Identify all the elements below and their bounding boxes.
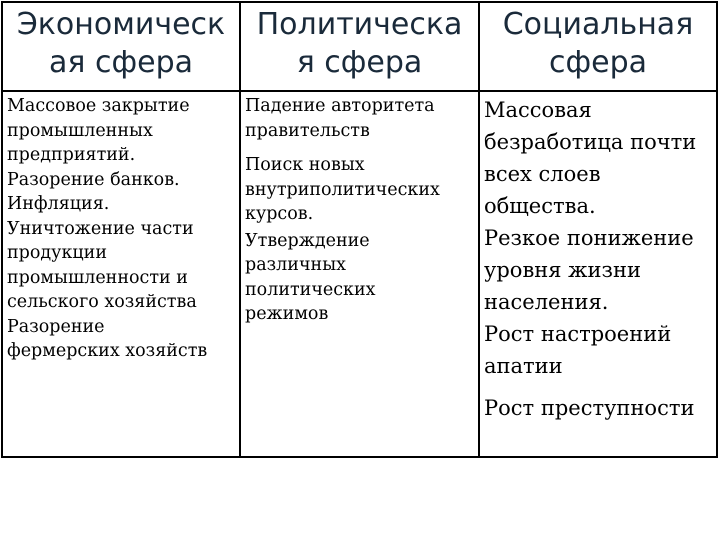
cell-line: всех слоев (484, 162, 601, 186)
cell-line: предприятий. (7, 145, 136, 165)
cell-line: Рост настроений (484, 322, 672, 346)
cell-line: Падение авторитета (245, 96, 435, 116)
cell-line: различных (245, 255, 346, 275)
cell-line: Резкое понижение (484, 226, 694, 250)
cell-line: Утверждение (245, 230, 370, 251)
cell-line: Разорение банков. (7, 169, 180, 190)
cell-line: безработица почти (484, 130, 697, 154)
paragraph (245, 153, 474, 227)
paragraph (245, 229, 474, 327)
cell-line: апатии (484, 354, 563, 378)
cell-line: промышленности и (7, 267, 188, 288)
header-line: Социальная (502, 7, 694, 42)
header-line: Политическа (256, 7, 463, 42)
header-line: сфера (548, 45, 648, 80)
crisis-consequences-table (1, 1, 718, 458)
cell-line: фермерских хозяйств (7, 341, 208, 361)
cell-line: Рост преступности (484, 396, 695, 420)
cell-line: уровня жизни (484, 258, 641, 282)
header-social (479, 2, 717, 91)
cell-line: общества. (484, 194, 596, 218)
cell-line: внутриполитических (245, 179, 440, 200)
cell-line: Массовое закрытие (7, 96, 190, 116)
paragraph (245, 94, 474, 143)
header-economic (2, 2, 240, 91)
header-line: я сфера (296, 45, 423, 80)
cell-line: населения. (484, 290, 609, 314)
cell-line: политических (245, 279, 376, 300)
cell-line: промышленных (7, 120, 153, 141)
cell-line: сельского хозяйства (7, 292, 197, 312)
cell-line: Массовая (484, 98, 592, 122)
cell-line: Уничтожение части (7, 218, 194, 239)
cell-line: режимов (245, 304, 329, 324)
cell-line: Инфляция. (7, 194, 110, 214)
header-line: ая сфера (49, 45, 193, 80)
cell-economic (2, 91, 240, 457)
cell-line: продукции (7, 243, 107, 263)
header-political (240, 2, 479, 91)
cell-line: правительств (245, 120, 370, 141)
cell-social (479, 91, 717, 457)
cell-line: Разорение (7, 316, 105, 337)
paragraph-gap (484, 382, 712, 392)
header-row (2, 2, 717, 91)
cell-political (240, 91, 479, 457)
cell-line: курсов. (245, 204, 314, 224)
cell-line: Поиск новых (245, 155, 365, 175)
content-row (2, 91, 717, 457)
header-line: Экономическ (16, 7, 226, 42)
